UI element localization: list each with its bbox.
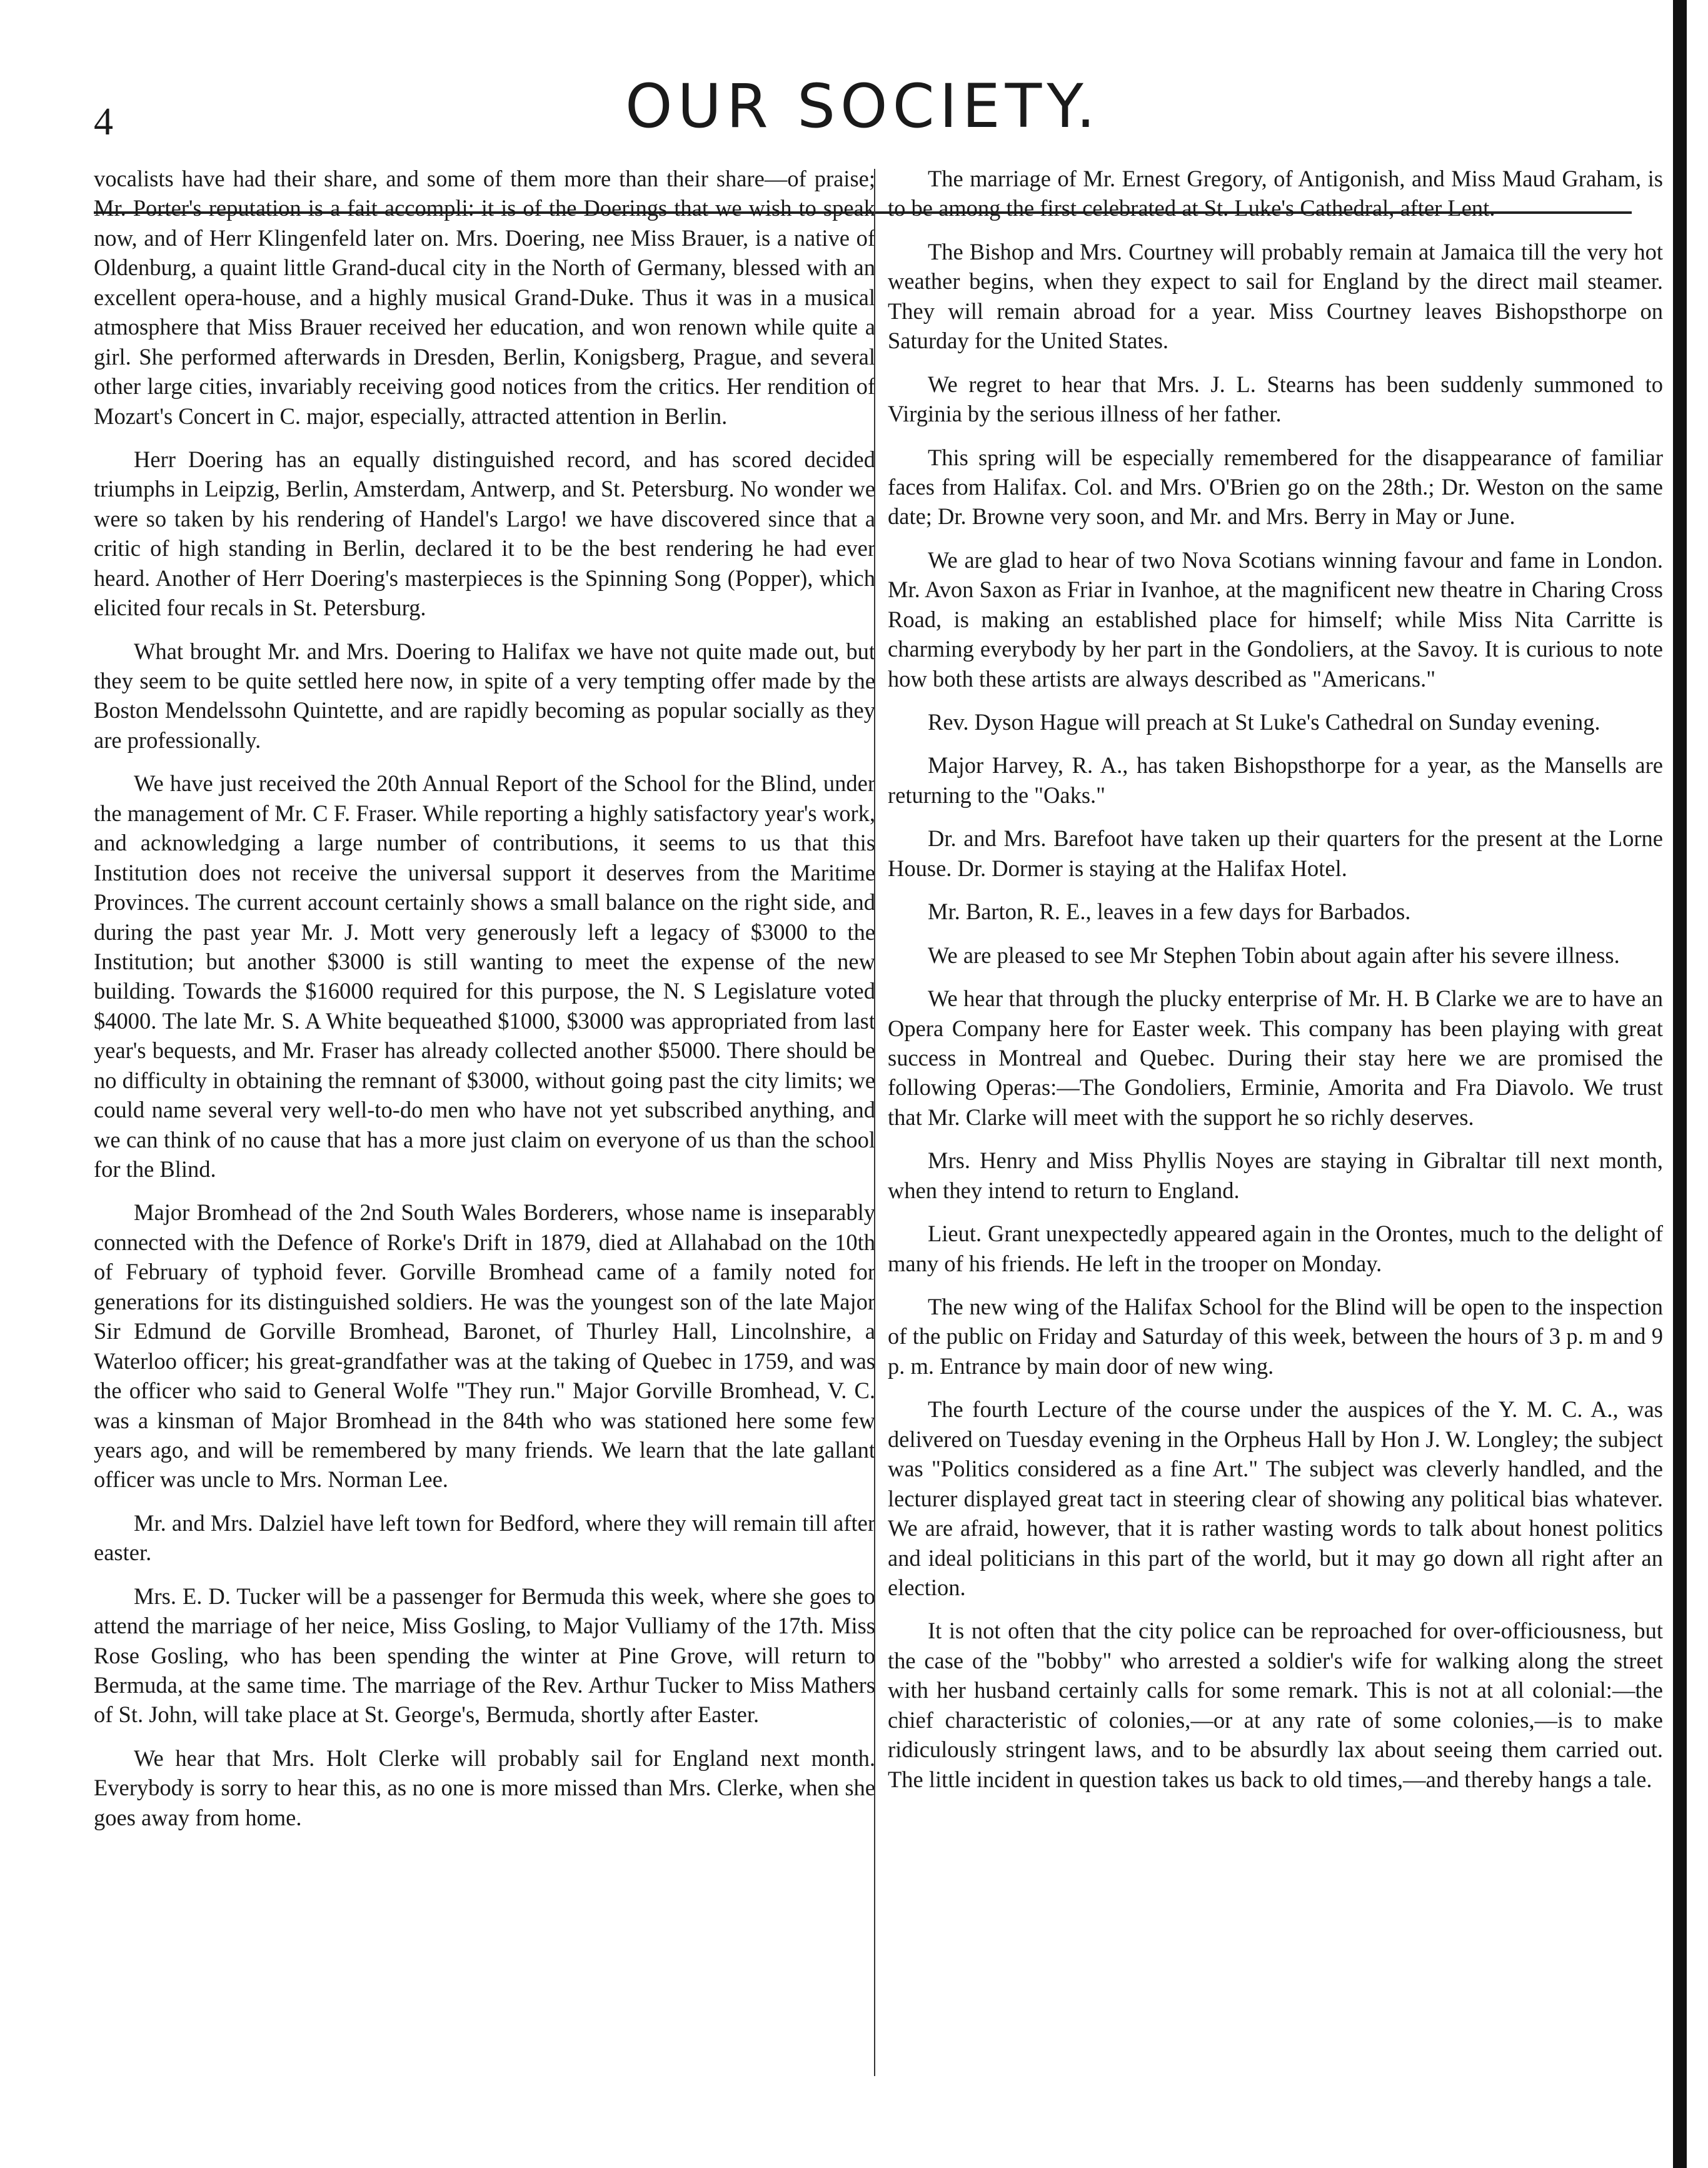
article-paragraph: vocalists have had their share, and some of them more than their share—of praise; Mr. Porter's reputation is a fait accompli: it is of the Doerings that we wish to speak now, and of Herr Klingenfeld later on. Mrs. Doering, nee Miss Brauer, is a native of Oldenburg, a quaint little Grand-ducal city in the North of Germany, blessed with an excellent opera-house, and a highly musical Grand-Duke. Thus it was in a musical atmosphere that Miss Brauer received her education, and won renown while quite a girl. She performed afterwards in Dresden, Berlin, Konigsberg, Prague, and several other large cities, invariably receiving good notices from the critics. Her rendition of Mozart's Concert in C. major, especially, attracted attention in Berlin. [94,166,875,429]
article-paragraph: Rev. Dyson Hague will preach at St Luke's Cathedral on Sunday evening. [928,709,1600,735]
article-paragraph: The new wing of the Halifax School for the Blind will be open to the inspection of the public on Friday and Saturday of this week, between the hours of 3 p. m and 9 p. m. Entrance by main door of new wing. [888,1294,1663,1379]
article-paragraph: Mr. Barton, R. E., leaves in a few days for Barbados. [928,899,1411,925]
article-paragraph: Major Harvey, R. A., has taken Bishopsthorpe for a year, as the Mansells are returning to the "Oaks." [888,752,1663,808]
article-paragraph: The marriage of Mr. Ernest Gregory, of Antigonish, and Miss Maud Graham, is to be among the first celebrated at St. Luke's Cathedral, after Lent. [888,166,1663,221]
article-paragraph: This spring will be especially remembered for the disappearance of familiar faces from Halifax. Col. and Mrs. O'Brien go on the 28th.; Dr. Weston on the same date; Dr. Browne very soon, and Mr. and Mrs. Berry in May or June. [888,444,1663,530]
article-paragraph: It is not often that the city police can be reproached for over-officiousness, but the case of the "bobby" who arrested a soldier's wife for walking along the street with her husband certainly calls for some remark. This is not at all colonial:—the chief characteristic of colonies,—or at any rate of some colonies,—is to make ridiculously stringent laws, and to be absurdly lax about seeing them carried out. The little incident in question takes us back to old times,—and thereby hangs a tale. [888,1618,1663,1792]
article-paragraph: Herr Doering has an equally distinguished record, and has scored decided triumphs in Leipzig, Berlin, Amsterdam, Antwerp, and St. Petersburg. No wonder we were so taken by his rendering of Handel's Largo! we have discovered since that a critic of high standing in Berlin, declared it to be the best rendering he had ever heard. Another of Herr Doering's masterpieces is the Spinning Song (Popper), which elicited four recals in St. Petersburg. [94,446,875,621]
article-paragraph: Mrs. E. D. Tucker will be a passenger for Bermuda this week, where she goes to attend the marriage of her neice, Miss Gosling, to Major Vulliamy of the 17th. Miss Rose Gosling, who has been spending the winter at Pine Grove, will return to Bermuda, at the same time. The marriage of the Rev. Arthur Tucker to Miss Mathers of St. John, will take place at St. George's, Bermuda, shortly after Easter. [94,1583,875,1728]
article-paragraph: We regret to hear that Mrs. J. L. Stearns has been suddenly summoned to Virginia by the serious illness of her father. [888,371,1663,427]
article-paragraph: Mrs. Henry and Miss Phyllis Noyes are staying in Gibraltar till next month, when they intend to return to England. [888,1147,1663,1203]
article-paragraph: The fourth Lecture of the course under the auspices of the Y. M. C. A., was delivered on Tuesday evening in the Orpheus Hall by Hon J. W. Longley; the subject was "Politics considered as a fine Art." The subject was cleverly handled, and the lecturer displayed great tact in steering clear of showing any political bias whatever. We are afraid, however, that it is rather wasting words to talk about honest politics and ideal politicians in this part of the world, but it may go down all right after an election. [888,1396,1663,1600]
article-paragraph: Mr. and Mrs. Dalziel have left town for Bedford, where they will remain till after easter. [94,1510,875,1566]
article-paragraph: We are pleased to see Mr Stephen Tobin about again after his severe illness. [928,942,1620,968]
article-paragraph: We hear that Mrs. Holt Clerke will probably sail for England next month. Everybody is sorry to hear this, as no one is more missed than Mrs. Clerke, when she goes away from home. [94,1745,875,1830]
article-paragraph: Major Bromhead of the 2nd South Wales Borderers, whose name is inseparably connected with the Defence of Rorke's Drift in 1879, died at Allahabad on the 10th of February of typhoid fever. Gorville Bromhead came of a family noted for generations for its distinguished soldiers. He was the youngest son of the late Major Sir Edmund de Gorville Bromhead, Baronet, of Thurley Hall, Lincolnshire, a Waterloo officer; his great-grandfather was at the taking of Quebec in 1759, and was the officer who said to General Wolfe "They run." Major Gorville Bromhead, V. C. was a kinsman of Major Bromhead in the 84th who was stationed here some few years ago, and will be remembered by many friends. We learn that the late gallant officer was uncle to Mrs. Norman Lee. [94,1199,875,1493]
right-column [888,164,1663,1808]
left-column [94,164,875,1846]
page-header [94,71,1632,149]
article-paragraph: The Bishop and Mrs. Courtney will probably remain at Jamaica till the very hot weather begins, when they expect to sail for England by the direct mail steamer. They will remain abroad for a year. Miss Courtney leaves Bishopsthorpe on Saturday for the United States. [888,238,1663,354]
article-paragraph: We have just received the 20th Annual Report of the School for the Blind, under the management of Mr. C F. Fraser. While reporting a highly satisfactory year's work, and acknowledging a large number of contributions, it seems to us that this Institution does not receive the universal support it deserves from the Maritime Provinces. The current account certainly shows a small balance on the right side, and during the past year Mr. J. Mott very generously left a legacy of $3000 to the Institution; but another $3000 is still wanting to meet the expense of the new building. Towards the $16000 required for this purpose, the N. S Legislature voted $4000. The late Mr. S. A White bequeathed $1000, $3000 was appropriated from last year's bequests, and Mr. Fraser has already collected another $5000. There should be no difficulty in obtaining the remnant of $3000, without going past the city limits; we could name several very well-to-do men who have not yet subscribed anything, and we can think of no cause that has a more just claim on everyone of us than the school for the Blind. [94,770,875,1182]
column-divider [874,169,875,2076]
article-paragraph: Dr. and Mrs. Barefoot have taken up their quarters for the present at the Lorne House. Dr. Dormer is staying at the Halifax Hotel. [888,825,1663,881]
article-paragraph: We hear that through the plucky enterprise of Mr. H. B Clarke we are to have an Opera Company here for Easter week. This company has been playing with great success in Montreal and Quebec. During their stay here we are promised the following Operas:—The Gondoliers, Erminie, Amorita and Fra Diavolo. We trust that Mr. Clarke will meet with the support he so richly deserves. [888,986,1663,1130]
page-edge-bar [1673,0,1687,2168]
article-paragraph: We are glad to hear of two Nova Scotians winning favour and fame in London. Mr. Avon Saxon as Friar in Ivanhoe, at the magnificent new theatre in Charing Cross Road, is making an established place for himself; while Miss Nita Carritte is charming everybody by her part in the Gondoliers, at the Savoy. It is curious to note how both these artists are always described as "Americans." [888,547,1663,692]
article-paragraph: Lieut. Grant unexpectedly appeared again in the Orontes, much to the delight of many of his friends. He left in the trooper on Monday. [888,1221,1663,1276]
article-paragraph: What brought Mr. and Mrs. Doering to Halifax we have not quite made out, but they seem to be quite settled here now, in spite of a very tempting offer made by the Boston Mendelssohn Quintette, and are rapidly becoming as popular socially as they are professionally. [94,638,875,753]
page-number: 4 [94,101,113,143]
masthead-title: OUR SOCIETY. [625,71,1100,141]
